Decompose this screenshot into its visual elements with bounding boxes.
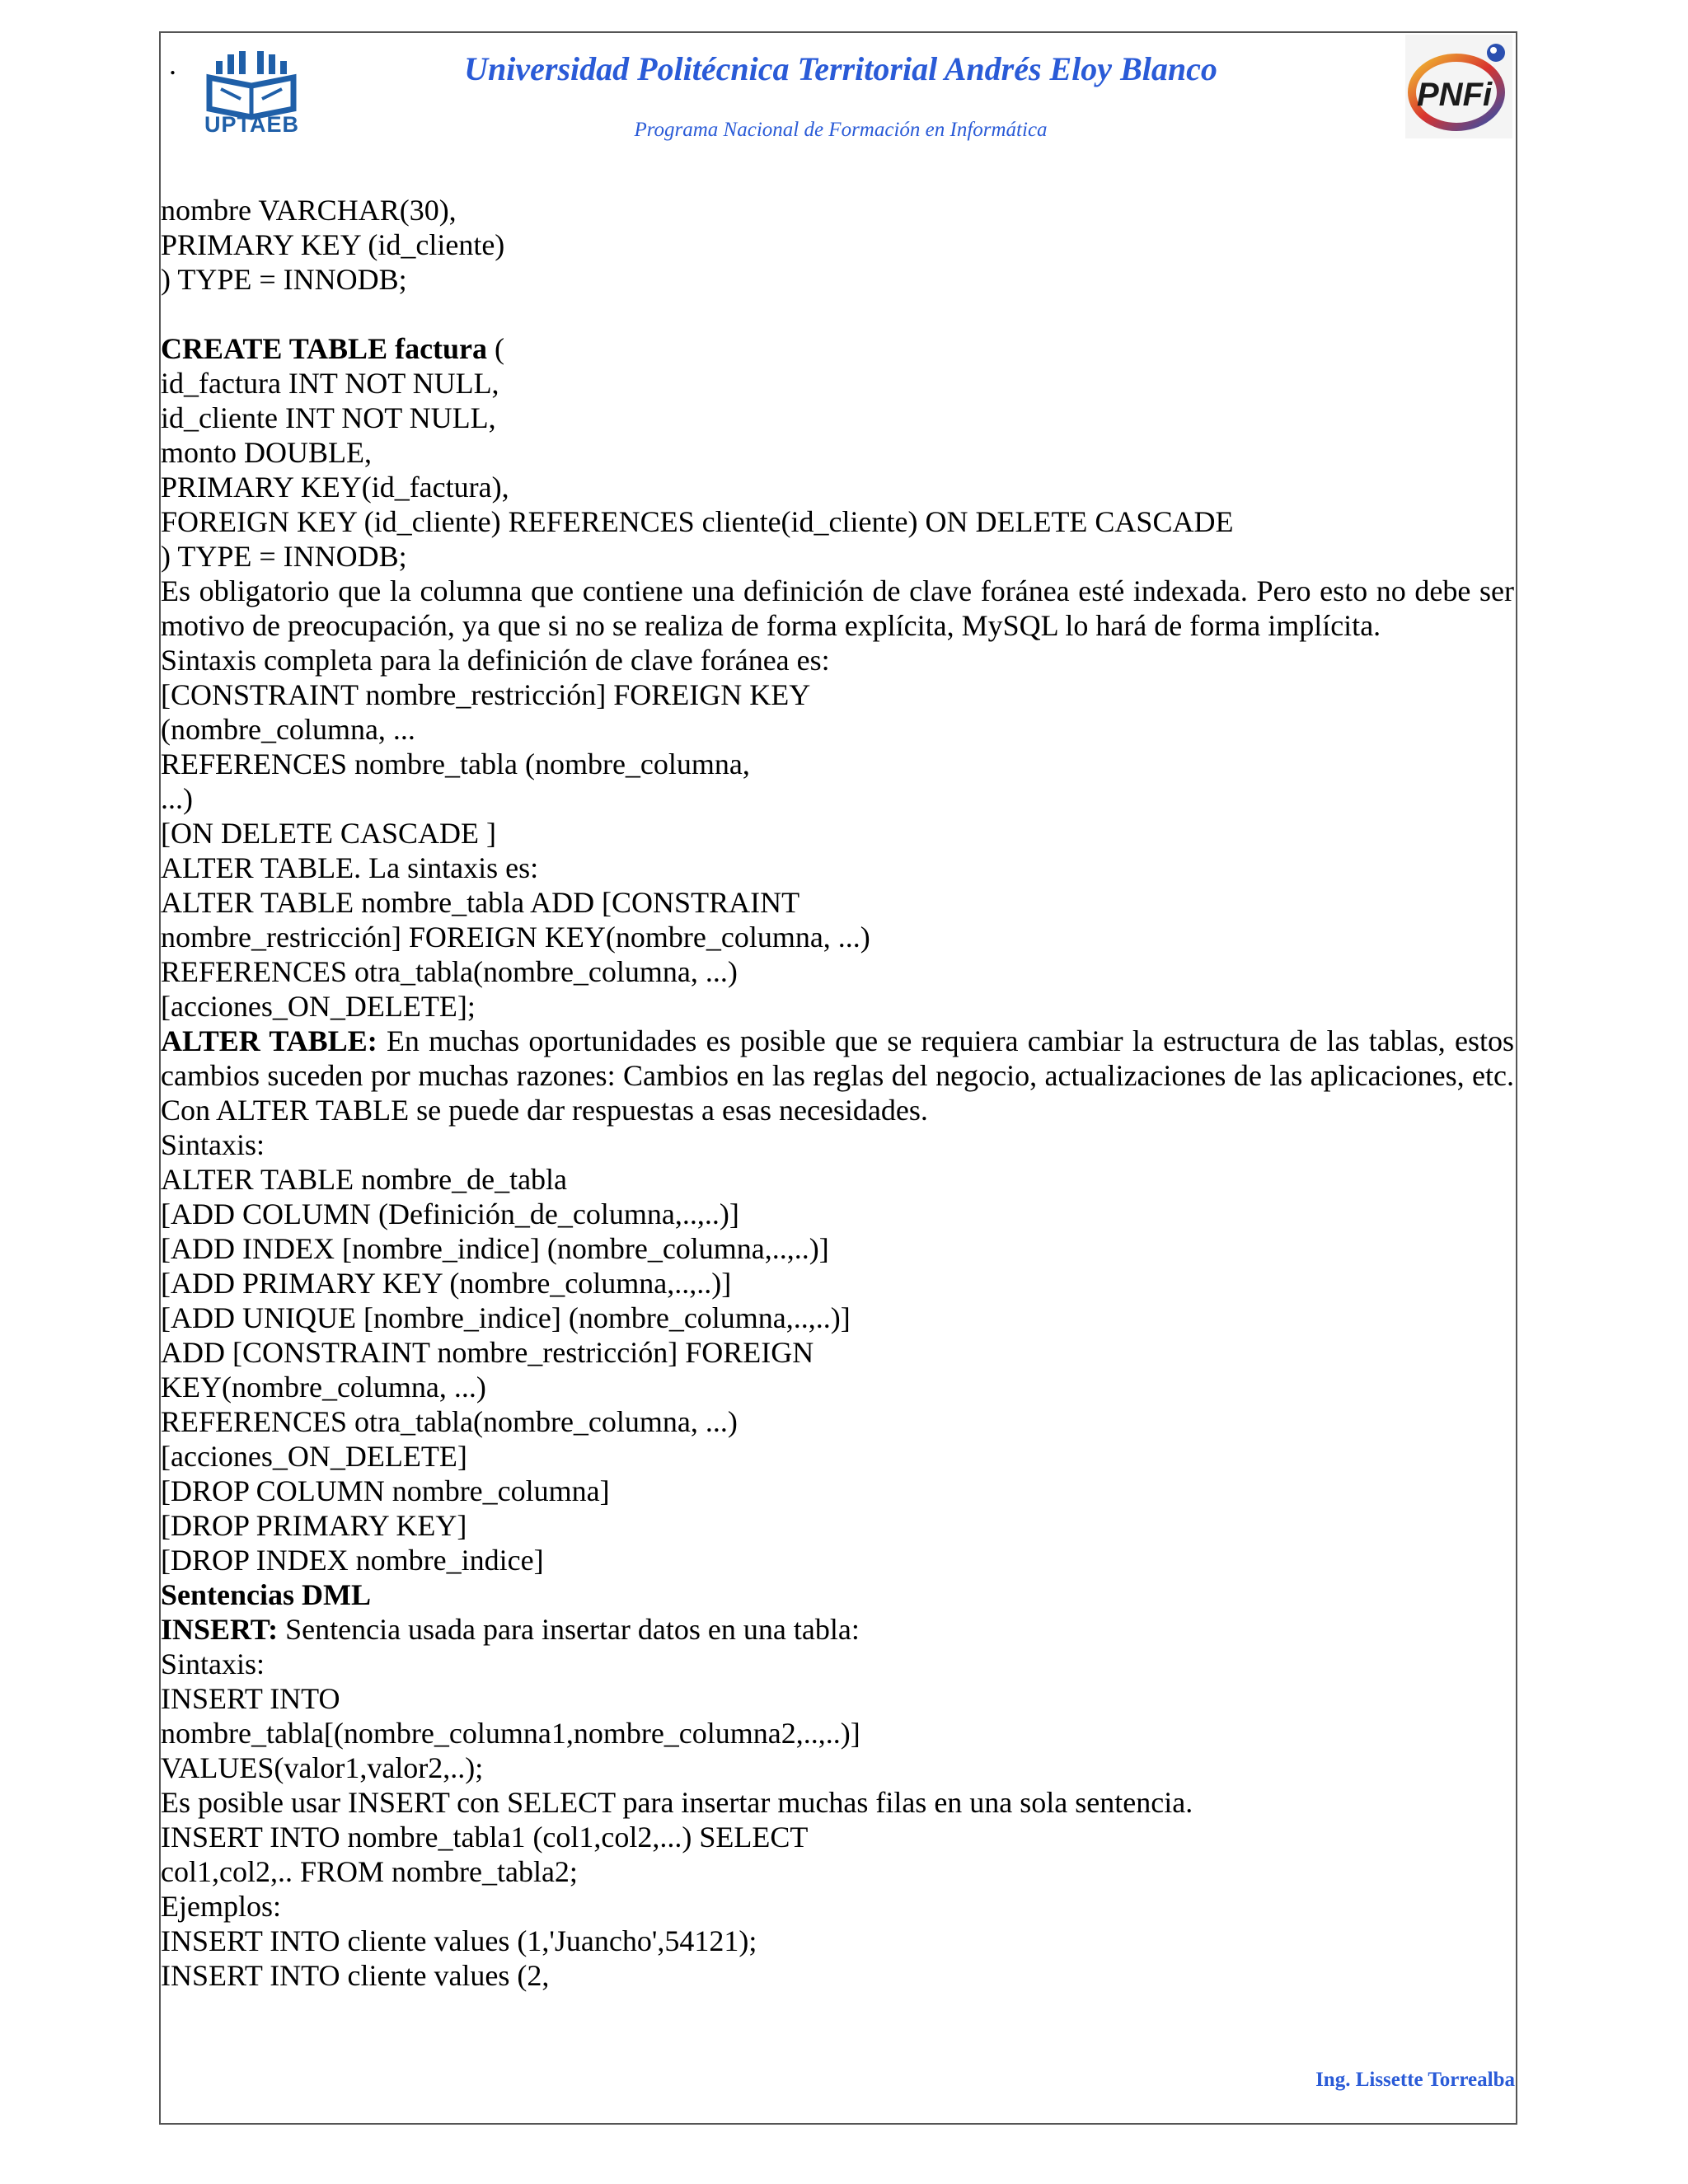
text-line: [ON DELETE CASCADE ] bbox=[161, 817, 496, 850]
text-line: [ADD PRIMARY KEY (nombre_columna,..,..)] bbox=[161, 1267, 732, 1300]
text-line: [DROP COLUMN nombre_columna] bbox=[161, 1474, 610, 1507]
pnfi-logo-text: PNFi bbox=[1417, 77, 1493, 113]
text-line: nombre_restricción] FOREIGN KEY(nombre_columna, ...) bbox=[161, 921, 870, 954]
text-line: id_factura INT NOT NULL, bbox=[161, 367, 499, 400]
text-line: ) TYPE = INNODB; bbox=[161, 540, 407, 573]
uptaeb-logo-text: UPTAEB bbox=[204, 112, 300, 137]
insert-text: Sentencia usada para insertar datos en una tabla: bbox=[278, 1613, 860, 1646]
paragraph-alter-table bbox=[161, 1024, 1514, 1127]
footer-author: Ing. Lissette Torrealba bbox=[1315, 2069, 1515, 2091]
text-line: Es posible usar INSERT con SELECT para insertar muchas filas en una sola sentencia. bbox=[161, 1786, 1193, 1819]
text-line: col1,col2,.. FROM nombre_tabla2; bbox=[161, 1855, 578, 1888]
text-line: ALTER TABLE. La sintaxis es: bbox=[161, 851, 539, 884]
text-line: REFERENCES otra_tabla(nombre_columna, ...) bbox=[161, 955, 738, 988]
text-line: id_cliente INT NOT NULL, bbox=[161, 401, 496, 434]
insert-heading: INSERT: bbox=[161, 1613, 279, 1646]
university-title: Universidad Politécnica Territorial Andrés Eloy Blanco bbox=[464, 50, 1217, 87]
text-line: ...) bbox=[161, 782, 193, 815]
text-line: [ADD COLUMN (Definición_de_columna,..,..)] bbox=[161, 1197, 739, 1230]
text-line: PRIMARY KEY(id_factura), bbox=[161, 471, 509, 504]
text-line: ALTER TABLE nombre_tabla ADD [CONSTRAINT bbox=[161, 886, 800, 919]
create-table-heading: CREATE TABLE factura bbox=[161, 332, 488, 365]
blank-line bbox=[161, 297, 1514, 331]
text-line: ALTER TABLE nombre_de_tabla bbox=[161, 1163, 568, 1196]
pnfi-logo-icon bbox=[1405, 35, 1512, 138]
text-line: REFERENCES nombre_tabla (nombre_columna, bbox=[161, 748, 750, 780]
text-line: [ADD UNIQUE [nombre_indice] (nombre_columna,..,..)] bbox=[161, 1301, 851, 1334]
text-line: INSERT INTO bbox=[161, 1682, 340, 1715]
program-subtitle: Programa Nacional de Formación en Informática bbox=[634, 119, 1048, 141]
text-line: INSERT INTO nombre_tabla1 (col1,col2,...) SELECT bbox=[161, 1821, 809, 1854]
create-table-paren: ( bbox=[487, 332, 505, 365]
text-line: Sintaxis completa para la definición de clave foránea es: bbox=[161, 644, 830, 677]
text-line: Ejemplos: bbox=[161, 1890, 281, 1923]
text-line: ) TYPE = INNODB; bbox=[161, 263, 407, 296]
text-line: VALUES(valor1,valor2,..); bbox=[161, 1751, 484, 1784]
create-table-line bbox=[161, 331, 1514, 366]
text-line: REFERENCES otra_tabla(nombre_columna, ...) bbox=[161, 1405, 738, 1438]
header-marker: . bbox=[169, 48, 176, 81]
section-heading-dml: Sentencias DML bbox=[161, 1578, 371, 1611]
alter-table-text: En muchas oportunidades es posible que se requiera cambiar la estructura de las tablas, estos cambios suceden por muchas razones: Cambios en las reglas del negocio, actualizaciones de las aplicaciones, etc. Con ALTER TABLE se puede dar respuestas a esas necesidades. bbox=[161, 1024, 1514, 1127]
text-line: Sintaxis: bbox=[161, 1647, 265, 1680]
insert-line bbox=[161, 1612, 1514, 1647]
text-line: [DROP INDEX nombre_indice] bbox=[161, 1544, 544, 1577]
document-body bbox=[161, 193, 1514, 1993]
text-line: [ADD INDEX [nombre_indice] (nombre_columna,..,..)] bbox=[161, 1232, 829, 1265]
text-line: INSERT INTO cliente values (1,'Juancho',54121); bbox=[161, 1924, 757, 1957]
text-line: nombre VARCHAR(30), bbox=[161, 194, 457, 227]
text-line: (nombre_columna, ... bbox=[161, 713, 415, 746]
text-line: [acciones_ON_DELETE]; bbox=[161, 990, 476, 1023]
text-line: monto DOUBLE, bbox=[161, 436, 372, 469]
text-line: nombre_tabla[(nombre_columna1,nombre_columna2,..,..)] bbox=[161, 1717, 860, 1750]
text-line: [DROP PRIMARY KEY] bbox=[161, 1509, 467, 1542]
text-line: [acciones_ON_DELETE] bbox=[161, 1440, 467, 1473]
alter-table-heading: ALTER TABLE: bbox=[161, 1024, 377, 1057]
text-line: ADD [CONSTRAINT nombre_restricción] FOREIGN bbox=[161, 1336, 814, 1369]
text-line: [CONSTRAINT nombre_restricción] FOREIGN KEY bbox=[161, 678, 811, 711]
paragraph-foreign-key-note: Es obligatorio que la columna que contiene una definición de clave foránea esté indexada. Pero esto no debe ser motivo de preocupación, ya que si no se realiza de forma explícita, MySQL lo hará de forma implícita. bbox=[161, 574, 1514, 642]
text-line: KEY(nombre_columna, ...) bbox=[161, 1371, 486, 1404]
text-line: PRIMARY KEY (id_cliente) bbox=[161, 228, 505, 261]
text-line: FOREIGN KEY (id_cliente) REFERENCES cliente(id_cliente) ON DELETE CASCADE bbox=[161, 505, 1234, 538]
text-line: INSERT INTO cliente values (2, bbox=[161, 1959, 550, 1992]
text-line: Sintaxis: bbox=[161, 1128, 265, 1161]
